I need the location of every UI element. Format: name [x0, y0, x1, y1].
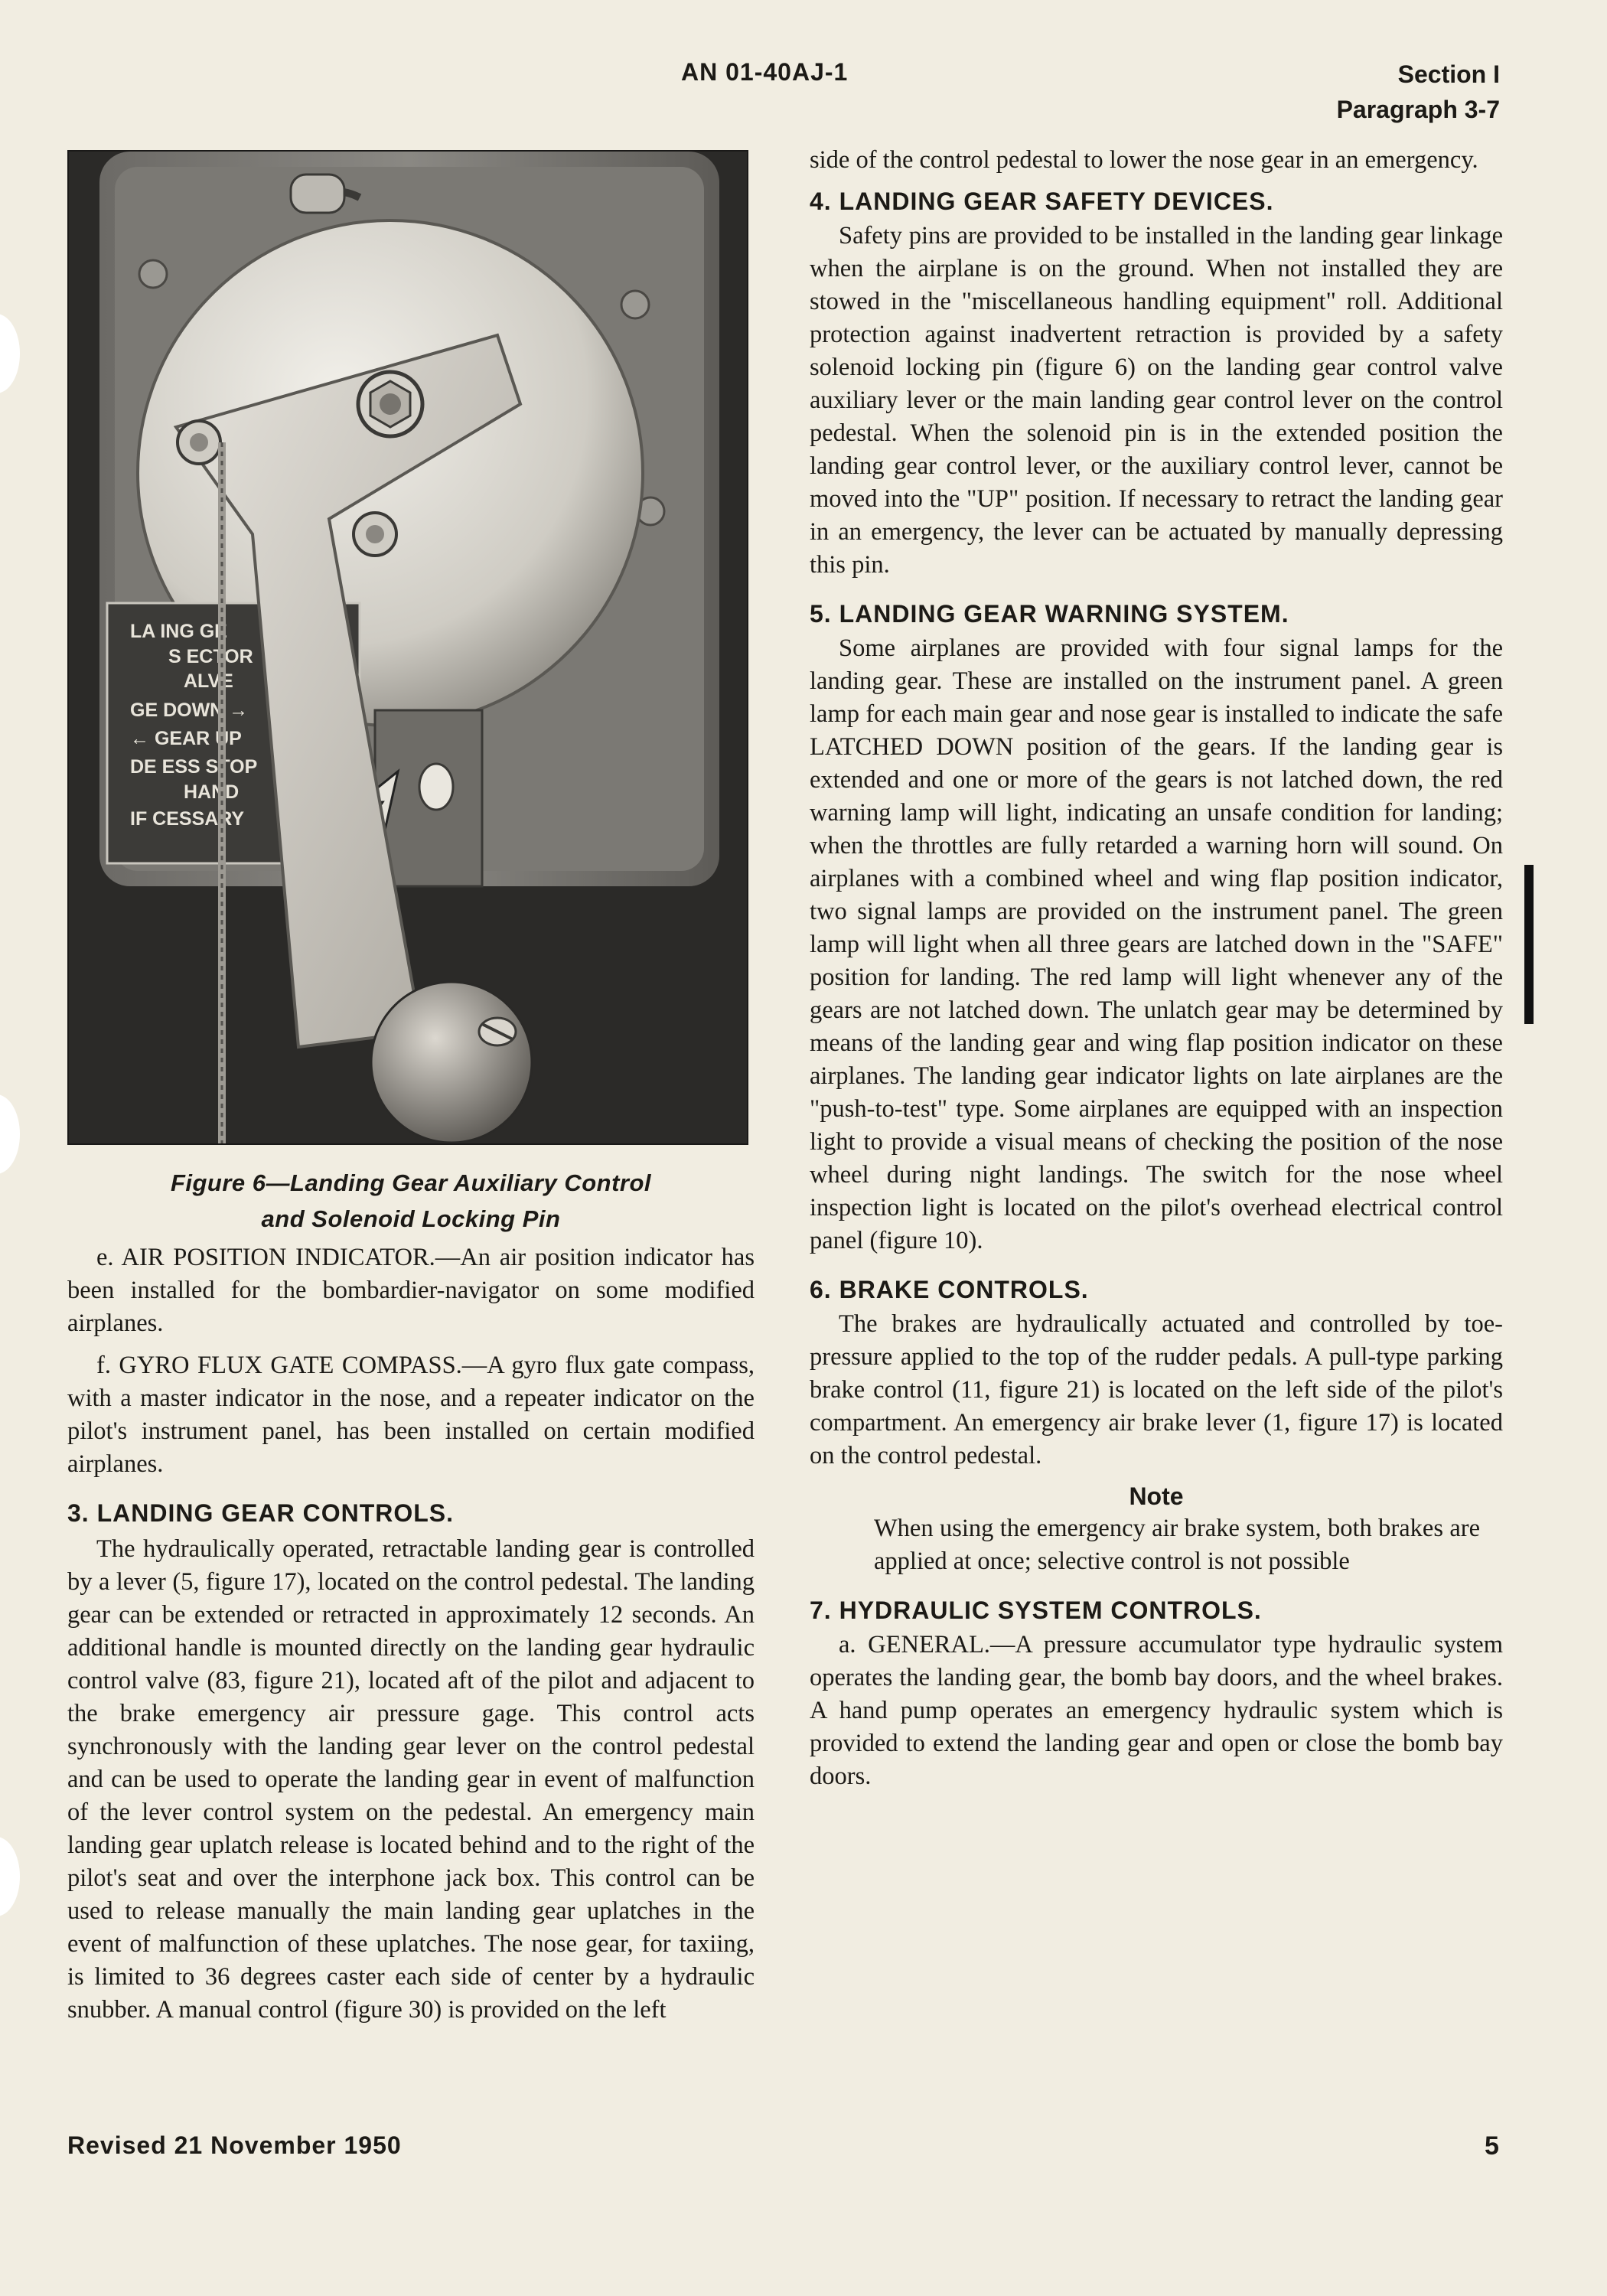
landing-gear-control-illustration	[69, 152, 748, 1145]
plate-line: GE DOWN →	[130, 700, 249, 721]
change-bar	[1524, 865, 1534, 1024]
heading-landing-gear-controls: 3. LANDING GEAR CONTROLS.	[67, 1499, 455, 1527]
paragraph-landing-gear-controls: The hydraulically operated, retractable landing gear is controlled by a lever (5, figure 17), located on the control pedestal. The landing gear can be extended or retracted in approximately 12 seconds. An additional handle is mounted directly on the landing gear hydraulic control valve (83, figure 21), located aft of the pilot and adjacent to the brake emergency air pressure gage. This control acts synchronously with the landing gear lever on the control pedestal and can be used to operate the landing gear in event of malfunction of the lever control system on the pedestal. An emergency main landing gear uplatch release is located behind and to the right of the pilot's seat and over the interphone jack box. This control can be used to release manually the main landing gear uplatches in the event of malfunction of these uplatches. The nose gear, for taxiing, is limited to 36 degrees caster each side of center by a hydraulic snubber. A manual control (figure 30) is provided on the left	[67, 1535, 755, 2024]
caption-line: and Solenoid Locking Pin	[261, 1205, 561, 1232]
page-number: 5	[1485, 2131, 1499, 2161]
figure-photo	[67, 150, 748, 1145]
paragraph-air-position-indicator: e. AIR POSITION INDICATOR.—An air position indicator has been installed for the bombardier-navigator on some modified airplanes.	[67, 1244, 755, 1337]
heading-hydraulic-system-controls: 7. HYDRAULIC SYSTEM CONTROLS.	[810, 1596, 1262, 1624]
solenoid-pin	[419, 764, 453, 810]
punch-hole	[0, 1094, 20, 1174]
plate-line: S ECTOR	[168, 646, 253, 667]
figure-caption	[67, 1165, 755, 1237]
document-number: AN 01-40AJ-1	[681, 58, 849, 86]
paragraph-hydraulic-system-general: a. GENERAL.—A pressure accumulator type hydraulic system operates the landing gear, the bomb bay doors, and the wheel brakes. A hand pump operates an emergency hydraulic system which is provided to extend the landing gear and open or close the bomb bay doors.	[810, 1631, 1503, 1790]
right-column	[810, 144, 1503, 1793]
plate-line: HAND	[184, 781, 240, 803]
punch-hole	[0, 314, 20, 393]
plate-line: ← GEAR UP	[130, 728, 242, 749]
paragraph-gyro-flux-gate-compass: f. GYRO FLUX GATE COMPASS.—A gyro flux gate compass, with a master indicator in the nose, and a repeater indicator on the pilot's instrument panel, has been installed on certain modified airplanes.	[67, 1352, 755, 1478]
note-body: When using the emergency air brake system, both brakes are applied at once; selective control is not possible	[874, 1515, 1480, 1575]
left-column	[67, 150, 755, 2027]
paragraph-landing-gear-warning-system: Some airplanes are provided with four signal lamps for the landing gear. These are installed on the instrument panel. A green lamp for each main gear and nose gear is installed to indicate the safe LATCHED DOWN position of the gears. If the landing gear is extended and one or more of the gears is not latched down, the red warning lamp will light, indicating an unsafe condition for landing; when the throttles are fully retarded a warning horn will sound. On airplanes with a combined wheel and wing flap position indicator, two signal lamps are provided on the instrument panel. The green lamp will light when all three gears are latched down in the "SAFE" position for landing. The red lamp will light whenever any of the gears are not latched down. The unlatch gear may be determined by means of the landing gear and wing flap position indicator on these airplanes. The landing gear indicator lights on late airplanes are the "push-to-test" type. Some airplanes are equipped with an inspection light to provide a visual means of checking the position of the nose wheel during night landings. The switch for the nose wheel inspection light is located on the pilot's overhead electrical control panel (figure 10).	[810, 634, 1503, 1254]
paragraph-landing-gear-safety-devices: Safety pins are provided to be installed in the landing gear linkage when the airplane is on the ground. When not installed they are stowed in the "miscellaneous handling equipment" roll. Additional protection against inadvertent retraction is provided by a safety solenoid locking pin (figure 6) on the landing gear control valve auxiliary lever or the main landing gear control lever on the control pedestal. When the solenoid pin is in the extended position the landing gear control lever, or the auxiliary control lever, cannot be moved into the "UP" position. If necessary to retract the landing gear in an emergency, the lever can be actuated by manually depressing this pin.	[810, 222, 1503, 579]
heading-brake-controls: 6. BRAKE CONTROLS.	[810, 1276, 1089, 1303]
lever-knob	[371, 982, 532, 1143]
note-heading: Note	[1129, 1482, 1184, 1510]
punch-hole	[0, 1837, 20, 1916]
caption-line: Figure 6—Landing Gear Auxiliary Control	[170, 1169, 652, 1196]
section-label: Section I	[1397, 60, 1500, 88]
revision-date: Revised 21 November 1950	[67, 2131, 402, 2159]
section-reference	[1337, 57, 1500, 127]
plate-line: DE ESS STOP	[130, 756, 258, 778]
plate-line: LA ING GE	[130, 621, 227, 642]
paragraph-label: Paragraph 3-7	[1336, 96, 1500, 123]
plate-line: IF CESSARY	[130, 808, 245, 830]
plate-line: ALVE	[184, 670, 233, 692]
paragraph-brake-controls: The brakes are hydraulically actuated and controlled by toe-pressure applied to the top of the rudder pedals. A pull-type parking brake control (11, figure 21) is located on the left side of the pilot's compartment. An emergency air brake lever (1, figure 17) is located on the control pedestal.	[810, 1310, 1503, 1469]
paragraph-continuation: side of the control pedestal to lower the nose gear in an emergency.	[810, 146, 1478, 174]
heading-landing-gear-warning-system: 5. LANDING GEAR WARNING SYSTEM.	[810, 600, 1289, 628]
heading-landing-gear-safety-devices: 4. LANDING GEAR SAFETY DEVICES.	[810, 188, 1274, 215]
